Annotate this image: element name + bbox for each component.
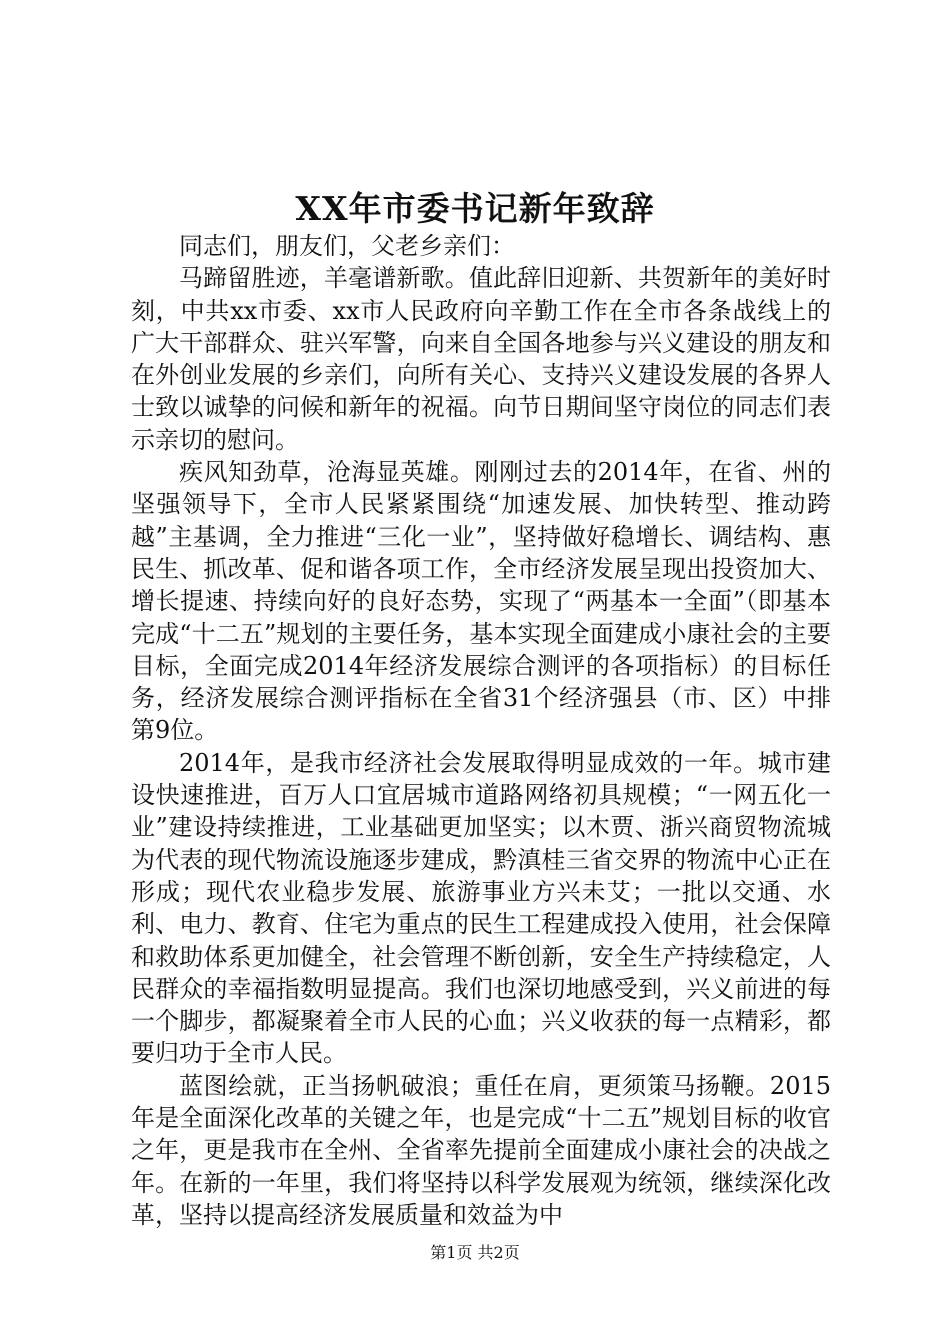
page-number-footer: 第1页 共2页 [430,1243,520,1262]
body-paragraph: 蓝图绘就，正当扬帆破浪；重任在肩，更须策马扬鞭。2015年是全面深化改革的关键之年，也是完成“十二五”规划目标的收官之年，更是我市在全州、全省率先提前全面建成小康社会的决战之年。在新的一年里，我们将坚持以科学发展观为统领，继续深化改革，坚持以提高经济发展质量和效益为中 [131,1071,831,1229]
document-title: XX年市委书记新年致辞 [295,189,655,228]
salutation-paragraph: 同志们，朋友们，父老乡亲们： [179,232,515,260]
body-paragraph: 2014年，是我市经济社会发展取得明显成效的一年。城市建设快速推进，百万人口宜居城市道路网络初具规模；“一网五化一业”建设持续推进，工业基础更加坚实；以木贾、浙兴商贸物流城为代表的现代物流设施逐步建成，黔滇桂三省交界的物流中心正在形成；现代农业稳步发展、旅游事业方兴未艾；一批以交通、水利、电力、教育、住宅为重点的民生工程建成投入使用，社会保障和救助体系更加健全，社会管理不断创新，安全生产持续稳定，人民群众的幸福指数明显提高。我们也深切地感受到，兴义前进的每一个脚步，都凝聚着全市人民的心血；兴义收获的每一点精彩，都要归功于全市人民。 [131,748,831,1068]
body-paragraph: 马蹄留胜迹，羊毫谱新歌。值此辞旧迎新、共贺新年的美好时刻，中共xx市委、xx市人民政府向辛勤工作在全市各条战线上的广大干部群众、驻兴军警，向来自全国各地参与兴义建设的朋友和在外创业发展的乡亲们，向所有关心、支持兴义建设发展的各界人士致以诚挚的问候和新年的祝福。向节日期间坚守岗位的同志们表示亲切的慰问。 [131,264,831,454]
body-paragraph: 疾风知劲草，沧海显英雄。刚刚过去的2014年，在省、州的坚强领导下，全市人民紧紧围绕“加速发展、加快转型、推动跨越”主基调，全力推进“三化一业”，坚持做好稳增长、调结构、惠民生、抓改革、促和谐各项工作，全市经济发展呈现出投资加大、增长提速、持续向好的良好态势，实现了“两基本一全面”（即基本完成“十二五”规划的主要任务，基本实现全面建成小康社会的主要目标，全面完成2014年经济发展综合测评的各项指标）的目标任务，经济发展综合测评指标在全省31个经济强县（市、区）中排第9位。 [131,458,831,745]
document-body [131,230,831,1231]
